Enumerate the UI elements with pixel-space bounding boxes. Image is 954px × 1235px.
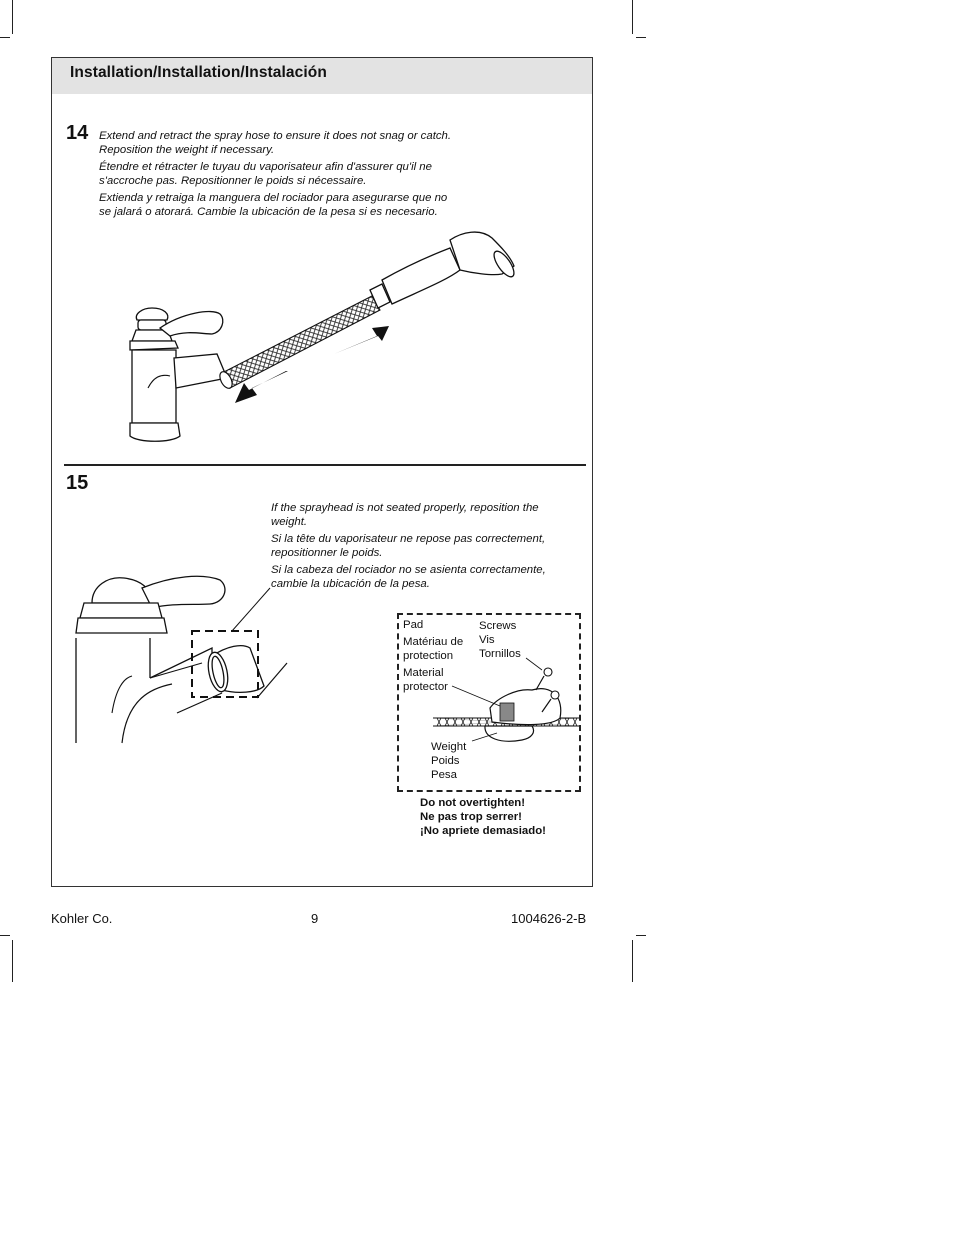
crop-mark — [0, 935, 10, 936]
warning-en: Do not overtighten! — [420, 797, 526, 809]
warning-fr: Ne pas trop serrer! — [420, 811, 522, 823]
pad-label — [403, 618, 423, 632]
step-15-text-fr: Si la tête du vaporisateur ne repose pas correctement, repositionner le poids. — [271, 533, 546, 559]
footer-page-number: 9 — [311, 911, 319, 926]
pad-label-en: Pad — [403, 619, 424, 631]
screws-label-en: Screws — [479, 620, 517, 632]
step-14-number: 14 — [66, 122, 89, 144]
pad-label-fr — [403, 635, 478, 663]
step-14-text-es: Extienda y retraiga la manguera del rociador para asegurarse que no se jalará o atorará. Cambie la ubicación de la pesa si es necesario. — [99, 192, 448, 218]
crop-mark — [12, 940, 13, 982]
weight-label — [431, 740, 466, 782]
crop-mark — [632, 0, 633, 34]
crop-mark — [12, 0, 13, 34]
weight-label-fr: Poids — [431, 755, 460, 767]
section-title: Installation/Installation/Instalación — [70, 64, 327, 81]
step-15-number: 15 — [66, 472, 89, 494]
crop-mark — [636, 935, 646, 936]
step-15-text-es: Si la cabeza del rociador no se asienta correctamente, cambie la ubicación de la pesa. — [271, 564, 546, 590]
footer-company: Kohler Co. — [51, 911, 113, 926]
screws-label-fr: Vis — [479, 634, 495, 646]
footer-doc-number: 1004626-2-B — [511, 911, 587, 926]
step-15-text-en: If the sprayhead is not seated properly, reposition the weight. — [271, 502, 539, 528]
screws-label-es: Tornillos — [479, 648, 521, 660]
step-14-text-en: Extend and retract the spray hose to ensure it does not snag or catch. Reposition the weight if necessary. — [99, 130, 452, 156]
instruction-panel — [51, 57, 593, 887]
crop-mark — [632, 940, 633, 982]
overtighten-warning — [420, 796, 546, 838]
screws-label — [479, 619, 521, 661]
crop-mark — [636, 37, 646, 38]
pad-label-es-text: Material protector — [403, 667, 448, 693]
warning-es: ¡No apriete demasiado! — [420, 825, 546, 837]
weight-label-en: Weight — [431, 741, 467, 753]
crop-mark — [0, 37, 10, 38]
weight-label-es: Pesa — [431, 769, 457, 781]
step-14-text-fr: Étendre et rétracter le tuyau du vaporisateur afin d'assurer qu'il ne s'accroche pas. Repositionner le poids si nécessaire. — [99, 161, 432, 187]
pad-label-es — [403, 666, 463, 694]
pad-label-fr-text: Matériau de protection — [403, 636, 464, 662]
